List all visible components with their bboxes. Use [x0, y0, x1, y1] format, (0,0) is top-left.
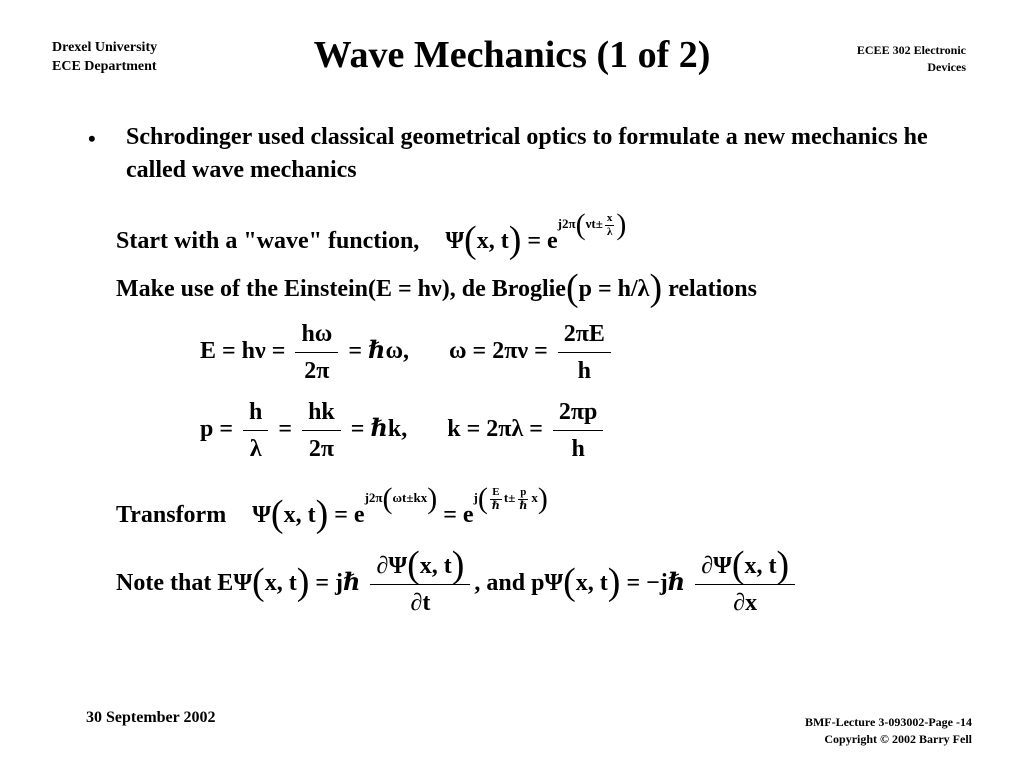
equation-note: Note that EΨ(x, t) = jℏ $\frac{\partial\Psi(x, t)}{\partial t}$ , and pΨ(x, t) = −jℏ $\frac{\partial\Psi(x, t)}{\partial x}$	[116, 550, 799, 619]
fraction-h-lambda: $\frac{h}{\lambda}$	[243, 396, 268, 465]
course-line-1: ECEE 302 Electronic	[856, 43, 966, 57]
psi-symbol: Ψ	[252, 502, 271, 528]
copyright: Copyright © 2002 Barry Fell	[824, 732, 972, 746]
energy-lhs: E = hν =	[200, 338, 286, 365]
paren-close: )	[649, 267, 663, 309]
fraction-h-omega: $\frac{h\omega}{2\pi}$	[295, 318, 338, 387]
course-line-2: Devices	[927, 60, 966, 74]
transform-exponent-1: j2π(ωt±kx)	[364, 482, 438, 515]
transform-exponent-2: j( E ℏ t± p ℏ x)	[473, 482, 548, 515]
paren-close: )	[508, 219, 522, 261]
fraction-2piE: $\frac{2\pi E}{h}$	[558, 318, 611, 387]
start-exponent: j2π(νt± x λ )	[557, 208, 627, 241]
omega-relation: ω = 2πν =	[449, 338, 548, 365]
equals-sign: =	[278, 416, 293, 443]
fraction-hk: $\frac{hk}{2\pi}$	[302, 396, 341, 465]
paren-open: (	[565, 267, 579, 309]
equation-momentum	[200, 396, 607, 465]
footer-right	[805, 714, 972, 748]
equation-transform: Transform Ψ(x, $t) = e^{j2\pi(\omega t\pm kx)} = e^{j( \frac{E}{\text{ℏ}} t\pm \frac{p}{\text{ℏ}} x)}$	[116, 482, 548, 535]
start-label: Start with a "wave" function,	[116, 228, 420, 254]
note-eq-2: = −jℏ	[620, 570, 686, 597]
hbar-omega: = ℏω,	[348, 338, 409, 365]
bullet-marker: •	[88, 126, 96, 151]
bullet-text: Schrodinger used classical geometrical optics to formulate a new mechanics he called wave mechanics	[126, 124, 928, 183]
page-number: BMF-Lecture 3-093002-Page -14	[804, 715, 972, 729]
psi-symbol: Ψ	[445, 228, 465, 254]
fraction-2pip: $\frac{2\pi p}{h}$	[553, 396, 604, 465]
momentum-lhs: p =	[200, 416, 234, 443]
fraction-dpsi-dx: $\frac{\partial\Psi(x, t)}{\partial x}$	[695, 550, 795, 619]
transform-label: Transform	[116, 502, 227, 528]
args-xt: x, t	[476, 228, 509, 254]
note-and: , and p	[474, 570, 545, 597]
make-use-text: Make use of the Einstein(E = hν), de Broglie	[116, 276, 566, 302]
note-label: Note that E	[116, 570, 234, 597]
transform-equals-e: = e	[328, 502, 365, 528]
paren-open: (	[464, 219, 477, 261]
department-name: ECE Department	[52, 59, 157, 74]
equals-e: = e	[521, 228, 558, 254]
k-relation: k = 2πλ =	[447, 416, 543, 443]
relations-word: relations	[668, 276, 757, 302]
header-right	[857, 42, 966, 76]
transform-equals-e-2: = e	[437, 502, 474, 528]
start-exp-fraction: $\frac{x}{\lambda}$	[606, 211, 613, 238]
university-name: Drexel University	[52, 40, 158, 55]
page-title: Wave Mechanics (1 of 2)	[313, 34, 711, 76]
equation-relations	[116, 267, 757, 309]
hbar-k: = ℏk,	[350, 416, 408, 443]
note-eq-1: = jℏ	[309, 570, 361, 597]
equation-energy	[200, 318, 615, 387]
footer-date: 30 September 2002	[86, 709, 216, 726]
de-broglie-inner: p = h/λ	[578, 276, 650, 302]
fraction-dpsi-dt: $\frac{\partial\Psi(x, t)}{\partial t}$	[370, 550, 470, 619]
